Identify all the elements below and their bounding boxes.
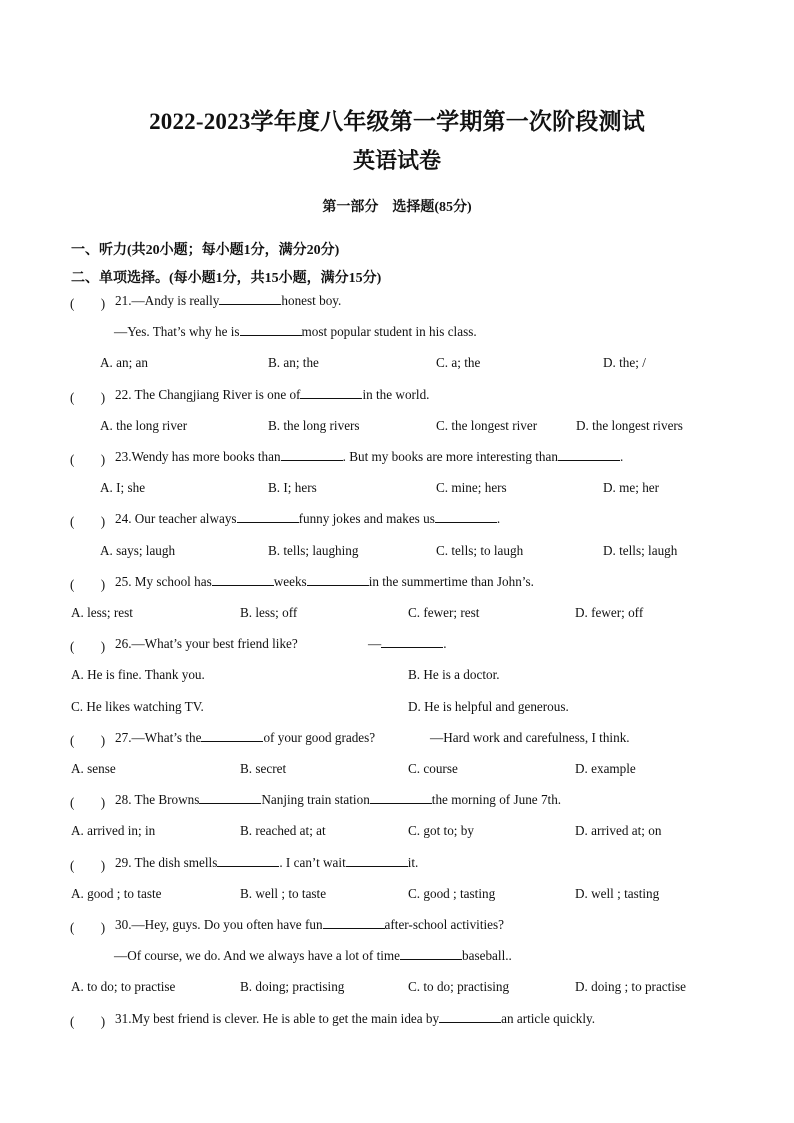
option-a[interactable]: A. good ; to taste [71, 886, 162, 901]
stem-text: 22. The Changjiang River is one of [115, 387, 301, 402]
stem-text: 24. Our teacher always [115, 511, 237, 526]
section-single-choice-heading: 二、单项选择。(每小题1分，共15小题，满分15分) [71, 271, 382, 286]
answer-paren[interactable]: ( ) [70, 639, 106, 654]
question-29 [115, 854, 418, 872]
answer-blank [281, 448, 343, 461]
answer-blank [323, 916, 385, 929]
stem-text: honest boy. [281, 293, 342, 308]
answer-paren[interactable]: ( ) [70, 577, 106, 592]
option-c[interactable]: C. good ; tasting [408, 886, 496, 901]
option-b[interactable]: B. reached at; at [240, 823, 326, 838]
option-d[interactable]: D. tells; laugh [603, 543, 678, 558]
stem-text: — [368, 636, 382, 651]
option-b[interactable]: B. less; off [240, 605, 298, 620]
part-heading: 第一部分 选择题(85分) [322, 200, 472, 215]
stem-text: —Of course, we do. And we always have a lot of time [114, 948, 401, 963]
option-d[interactable]: D. well ; tasting [575, 886, 660, 901]
answer-paren[interactable]: ( ) [70, 733, 106, 748]
question-26 [115, 635, 298, 653]
option-d[interactable]: D. example [575, 761, 636, 776]
question-30-reply [114, 947, 512, 965]
stem-text: —Yes. That’s why he is [114, 324, 240, 339]
answer-paren[interactable]: ( ) [70, 296, 106, 311]
option-d[interactable]: D. the; / [603, 355, 646, 370]
answer-blank [300, 386, 362, 399]
answer-paren[interactable]: ( ) [70, 1014, 106, 1029]
option-a[interactable]: A. less; rest [71, 605, 133, 620]
stem-text: most popular student in his class. [301, 324, 477, 339]
stem-text: in the world. [362, 387, 430, 402]
option-b[interactable]: B. doing; practising [240, 979, 345, 994]
stem-text: baseball.. [462, 948, 512, 963]
option-c[interactable]: C. the longest river [436, 418, 538, 433]
stem-text: 30.—Hey, guys. Do you often have fun [115, 917, 323, 932]
stem-text: . But my books are more interesting than [342, 449, 558, 464]
option-d[interactable]: D. arrived at; on [575, 823, 662, 838]
option-a[interactable]: A. I; she [100, 480, 146, 495]
option-c[interactable]: C. a; the [436, 355, 481, 370]
option-d[interactable]: D. fewer; off [575, 605, 644, 620]
option-b[interactable]: B. well ; to taste [240, 886, 327, 901]
option-a[interactable]: A. sense [71, 761, 116, 776]
question-24 [115, 510, 500, 528]
question-21-reply [114, 323, 477, 341]
exam-title: 2022-2023学年度八年级第一学期第一次阶段测试 [149, 109, 645, 134]
question-27 [115, 729, 375, 747]
option-c[interactable]: C. got to; by [408, 823, 474, 838]
option-d[interactable]: D. the longest rivers [576, 418, 683, 433]
stem-text: funny jokes and makes us [298, 511, 435, 526]
stem-text: the morning of June 7th. [431, 792, 562, 807]
option-d[interactable]: D. doing ; to practise [575, 979, 686, 994]
answer-blank [212, 573, 274, 586]
answer-paren[interactable]: ( ) [70, 514, 106, 529]
stem-text: . I can’t wait [279, 855, 346, 870]
answer-blank [199, 791, 261, 804]
stem-text: . [443, 636, 447, 651]
stem-text: 31.My best friend is clever. He is able to get the main idea by [115, 1011, 440, 1026]
stem-text: of your good grades? [263, 730, 376, 745]
question-28 [115, 791, 561, 809]
option-c[interactable]: C. mine; hers [436, 480, 507, 495]
question-26-reply [368, 635, 446, 653]
stem-text: 25. My school has [115, 574, 212, 589]
option-c[interactable]: C. to do; practising [408, 979, 510, 994]
option-d[interactable]: D. me; her [603, 480, 660, 495]
answer-blank [558, 448, 620, 461]
stem-text: in the summertime than John’s. [368, 574, 534, 589]
answer-blank [400, 947, 462, 960]
exam-subtitle: 英语试卷 [352, 148, 441, 173]
option-a[interactable]: A. to do; to practise [71, 979, 176, 994]
stem-text: Nanjing train station [261, 792, 370, 807]
stem-text: 28. The Browns [115, 792, 200, 807]
answer-blank [201, 729, 263, 742]
answer-blank [307, 573, 369, 586]
option-a[interactable]: A. an; an [100, 355, 148, 370]
question-21 [115, 292, 341, 310]
stem-text: weeks [273, 574, 307, 589]
answer-blank [439, 1010, 501, 1023]
question-23 [115, 448, 623, 466]
stem-text: an article quickly. [501, 1011, 596, 1026]
section-listening-heading: 一、听力(共20小题；每小题1分，满分20分) [71, 243, 340, 258]
stem-text: 26.—What’s your best friend like? [115, 636, 298, 651]
stem-text: 29. The dish smells [115, 855, 218, 870]
stem-text: . [619, 449, 624, 464]
option-c[interactable]: C. He likes watching TV. [71, 699, 204, 714]
question-31 [115, 1010, 595, 1028]
question-22 [115, 386, 429, 404]
answer-blank [219, 292, 281, 305]
option-b[interactable]: B. tells; laughing [268, 543, 359, 558]
answer-blank [237, 510, 299, 523]
answer-blank [217, 854, 279, 867]
stem-text: 21.—Andy is really [115, 293, 220, 308]
option-b[interactable]: B. He is a doctor. [408, 667, 500, 682]
option-a[interactable]: A. says; laugh [100, 543, 176, 558]
option-a[interactable]: A. the long river [100, 418, 188, 433]
option-c[interactable]: C. course [408, 761, 458, 776]
option-c[interactable]: C. tells; to laugh [436, 543, 524, 558]
question-25 [115, 573, 534, 591]
answer-paren[interactable]: ( ) [70, 452, 106, 467]
question-30 [115, 916, 504, 934]
answer-paren[interactable]: ( ) [70, 390, 106, 405]
answer-blank [370, 791, 432, 804]
option-b[interactable]: B. an; the [268, 355, 319, 370]
stem-text: . [496, 511, 501, 526]
option-d[interactable]: D. He is helpful and generous. [408, 699, 569, 714]
answer-paren[interactable]: ( ) [70, 795, 106, 810]
answer-paren[interactable]: ( ) [70, 920, 106, 935]
answer-blank [346, 854, 408, 867]
option-a[interactable]: A. arrived in; in [71, 823, 156, 838]
option-b[interactable]: B. I; hers [268, 480, 317, 495]
answer-blank [435, 510, 497, 523]
stem-text: 27.—What’s the [115, 730, 202, 745]
stem-text: 23.Wendy has more books than [115, 449, 281, 464]
answer-paren[interactable]: ( ) [70, 858, 106, 873]
stem-text: after-school activities? [384, 917, 505, 932]
option-c[interactable]: C. fewer; rest [408, 605, 480, 620]
stem-text: it. [407, 855, 419, 870]
answer-blank [240, 323, 302, 336]
question-27-reply: —Hard work and carefulness, I think. [430, 730, 630, 745]
answer-blank [381, 635, 443, 648]
option-a[interactable]: A. He is fine. Thank you. [71, 667, 205, 682]
option-b[interactable]: B. the long rivers [268, 418, 360, 433]
option-b[interactable]: B. secret [240, 761, 287, 776]
